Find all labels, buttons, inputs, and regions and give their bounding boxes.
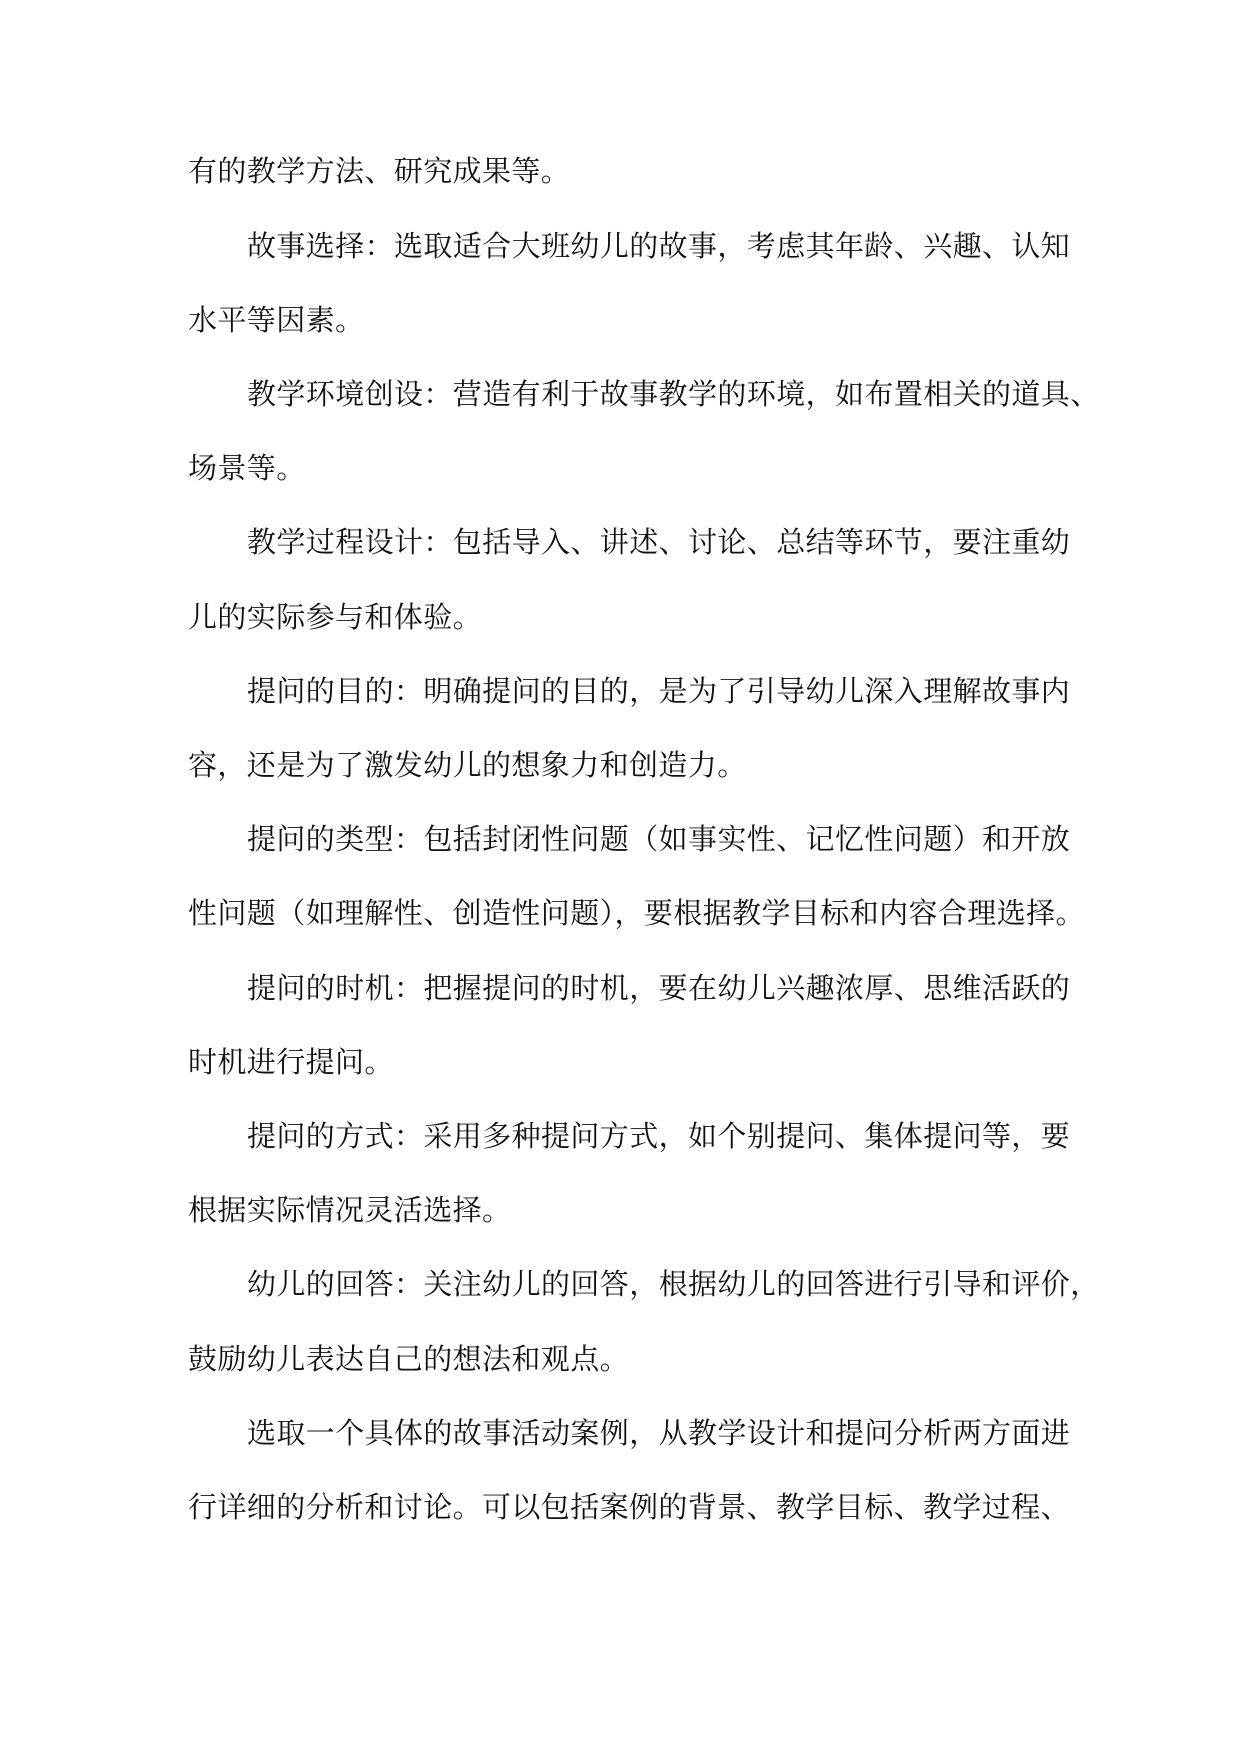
text-line: 教学过程设计：包括导入、讲述、讨论、总结等环节，要注重幼	[247, 525, 1071, 559]
text-line: 选取一个具体的故事活动案例，从教学设计和提问分析两方面进	[247, 1416, 1071, 1450]
text-line: 行详细的分析和讨论。可以包括案例的背景、教学目标、教学过程、	[188, 1490, 1071, 1524]
text-line: 容，还是为了激发幼儿的想象力和创造力。	[188, 748, 747, 782]
text-line: 鼓励幼儿表达自己的想法和观点。	[188, 1342, 630, 1376]
text-line: 提问的目的：明确提问的目的，是为了引导幼儿深入理解故事内	[247, 674, 1071, 708]
text-line: 有的教学方法、研究成果等。	[188, 154, 571, 188]
text-line: 场景等。	[188, 451, 306, 485]
text-line: 水平等因素。	[188, 303, 365, 337]
text-line: 提问的时机：把握提问的时机，要在幼儿兴趣浓厚、思维活跃的	[247, 971, 1071, 1005]
text-line: 儿的实际参与和体验。	[188, 600, 483, 634]
text-line: 幼儿的回答：关注幼儿的回答，根据幼儿的回答进行引导和评价，	[247, 1267, 1100, 1301]
text-line: 教学环境创设：营造有利于故事教学的环境，如布置相关的道具、	[247, 377, 1100, 411]
text-line: 故事选择：选取适合大班幼儿的故事，考虑其年龄、兴趣、认知	[247, 229, 1071, 263]
text-line: 时机进行提问。	[188, 1045, 394, 1079]
text-line: 性问题（如理解性、创造性问题），要根据教学目标和内容合理选择。	[188, 896, 1085, 930]
text-line: 提问的类型：包括封闭性问题（如事实性、记忆性问题）和开放	[247, 822, 1071, 856]
text-line: 提问的方式：采用多种提问方式，如个别提问、集体提问等，要	[247, 1119, 1071, 1153]
text-line: 根据实际情况灵活选择。	[188, 1193, 512, 1227]
